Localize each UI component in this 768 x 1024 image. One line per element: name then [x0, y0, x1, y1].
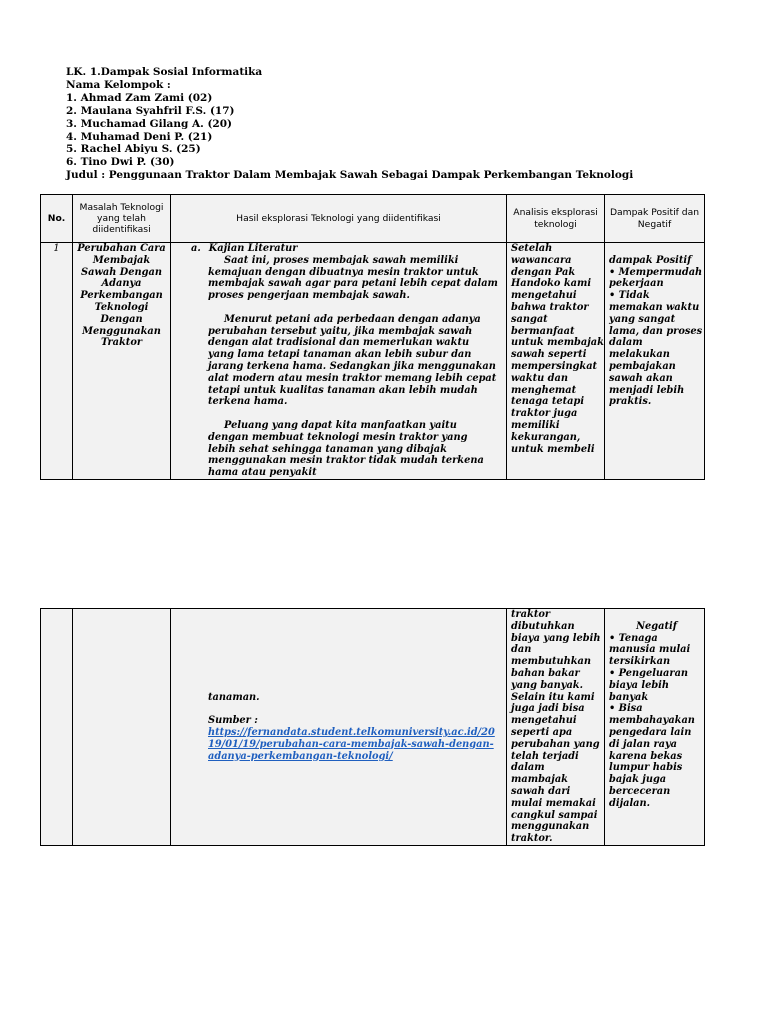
table-header-row	[41, 195, 705, 243]
member-item: 5. Rachel Abiyu S. (25)	[66, 143, 201, 156]
hasil-cell	[171, 243, 507, 480]
positif-item: • Mempermudah pekerjaan	[609, 266, 703, 290]
list-marker: a.	[191, 243, 201, 254]
masalah-cell-empty	[73, 609, 171, 846]
masalah-cell: Perubahan Cara Membajak Sawah Dengan Adanya Perkembangan Teknologi Dengan Menggunakan Traktor	[73, 243, 171, 480]
row-number-empty	[41, 609, 73, 846]
table-row	[41, 609, 705, 846]
col-header-hasil: Hasil eksplorasi Teknologi yang diidentifikasi	[171, 195, 507, 243]
col-header-dampak: Dampak Positif dan Negatif	[605, 195, 705, 243]
member-item: 2. Maulana Syahfril F.S. (17)	[66, 104, 235, 117]
member-item: 3. Muchamad Gilang A. (20)	[66, 117, 233, 130]
negatif-item: • Bisa membahayakan pengedara lain di jalan raya karena bekas lumpur habis bajak juga berceceran dijalan.	[609, 703, 695, 809]
heading-text: Kajian Literatur	[208, 243, 298, 254]
member-item: 6. Tino Dwi P. (30)	[66, 156, 175, 169]
judul-line: Judul : Penggunaan Traktor Dalam Membajak Sawah Sebagai Dampak Perkembangan Teknologi	[66, 169, 634, 182]
hasil-paragraph: Menurut petani ada perbedaan dengan adanya perubahan tersebut yaitu, jika membajak sawah dengan alat tradisional dan memerlukan waktu yang lama tetapi tanaman akan lebih subur dan jarang terkena hama. Sedangkan jika menggunakan alat modern atau mesin traktor memang lebih cepat tetapi untuk kualitas tanaman akan lebih mudah terkena hama.	[208, 313, 497, 408]
hasil-continued-text: tanaman.	[208, 691, 260, 703]
negatif-title: Negatif	[636, 620, 677, 632]
table-row	[41, 243, 705, 480]
sumber-label: Sumber :	[208, 715, 258, 727]
positif-item: • Tidak memakan waktu yang sangat lama, dan proses dalam melakukan pembajakan sawah akan menjadi lebih praktis.	[609, 290, 703, 408]
member-item: 4. Muhamad Deni P. (21)	[66, 130, 213, 143]
dampak-cell	[605, 243, 705, 480]
sumber-link[interactable]: https://fernandata.student.telkomuniversity.ac.id/2019/01/19/perubahan-cara-membajak-sawah-dengan-adanya-perkembangan-teknologi/	[208, 726, 495, 762]
group-label: Nama Kelompok :	[66, 78, 171, 91]
positif-title: dampak Positif	[609, 254, 692, 266]
row-number: 1	[41, 243, 73, 480]
member-item: 1. Ahmad Zam Zami (02)	[66, 91, 213, 104]
document-header	[66, 66, 686, 182]
hasil-paragraph: Peluang yang dapat kita manfaatkan yaitu dengan membuat teknologi mesin traktor yang lebih sehat sehingga tanaman yang dibajak menggunakan mesin traktor tidak mudah terkena hama atau penyakit	[208, 419, 484, 479]
analisis-cell: traktor dibutuhkan biaya yang lebih dan membutuhkan bahan bakar yang banyak. Selain itu kami juga jadi bisa mengetahui seperti apa perubahan yang telah terjadi dalam mambajak sawah dari mulai memakai cangkul sampai menggunakan traktor.	[507, 609, 605, 846]
dampak-cell	[605, 609, 705, 846]
col-header-analisis: Analisis eksplorasi teknologi	[507, 195, 605, 243]
negatif-item: • Tenaga manusia mulai tersikirkan	[609, 632, 691, 668]
exploration-table	[40, 194, 705, 480]
analisis-cell: Setelah wawancara dengan Pak Handoko kami mengetahui bahwa traktor sangat bermanfaat untuk membajak sawah seperti mempersingkat waktu dan menghemat tenaga tetapi traktor juga memiliki kekurangan, untuk membeli	[507, 243, 605, 480]
exploration-table-continued	[40, 608, 705, 846]
worksheet-title: LK. 1.Dampak Sosial Informatika	[66, 66, 263, 78]
hasil-heading	[177, 243, 498, 255]
hasil-cell	[171, 609, 507, 846]
negatif-item: • Pengeluaran biaya lebih banyak	[609, 667, 689, 703]
col-header-no: No.	[41, 195, 73, 243]
col-header-masalah: Masalah Teknologi yang telah diidentifikasi	[73, 195, 171, 243]
hasil-paragraph: Saat ini, proses membajak sawah memiliki kemajuan dengan dibuatnya mesin traktor untuk membajak sawah agar para petani lebih cepat dalam proses pengerjaan membajak sawah.	[208, 254, 498, 302]
